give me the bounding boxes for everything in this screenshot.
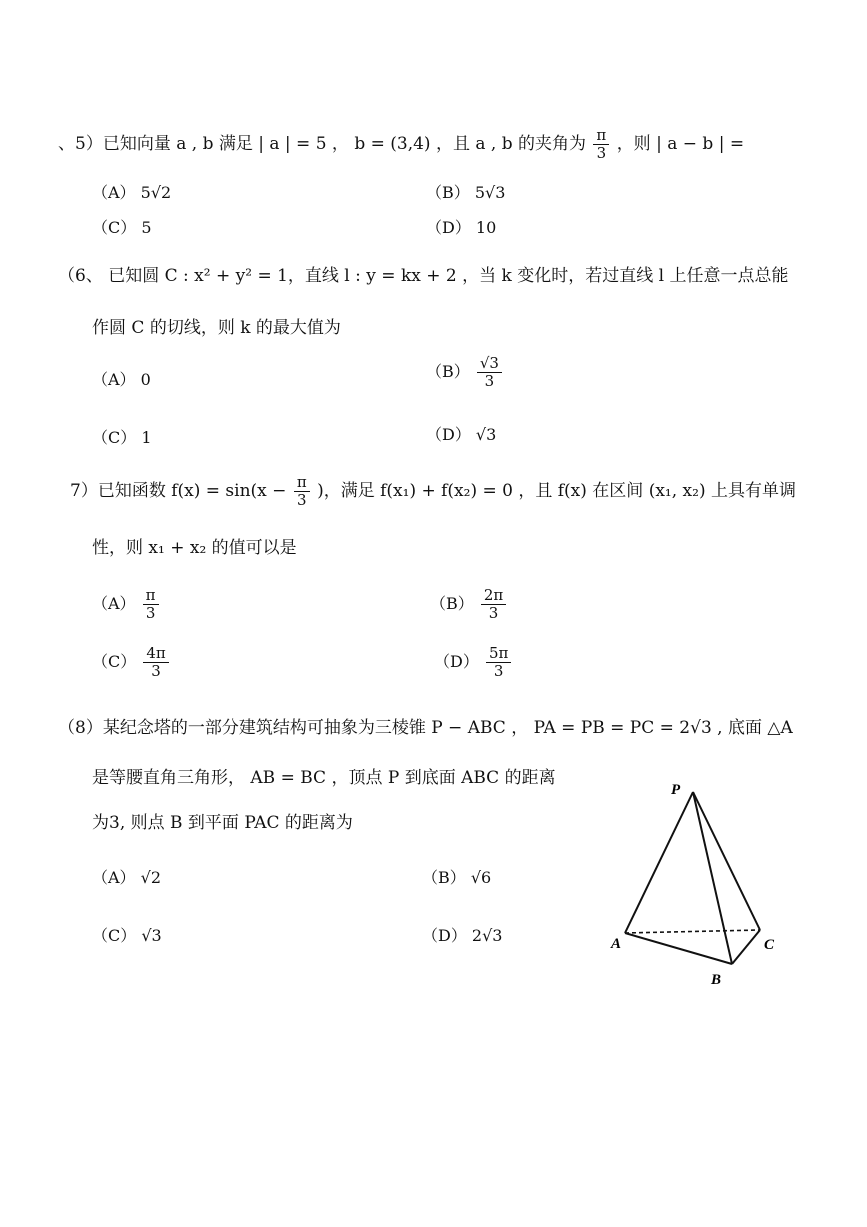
q7d-label: （D）: [434, 652, 479, 671]
q7-frac-num: π: [294, 475, 310, 492]
q6-option-c: （C） 1: [92, 428, 152, 447]
q5-option-b: （B） 5√3: [426, 183, 506, 202]
pyramid-figure: [605, 778, 805, 998]
question-7-stem-line2: 性，则 x₁ + x₂ 的值可以是: [92, 538, 297, 558]
q8-option-b: （B） √6: [422, 868, 492, 887]
q7-option-a: [92, 588, 161, 621]
question-8-stem-line3: 为3, 则点 B 到平面 PAC 的距离为: [92, 813, 353, 833]
q5-option-a: （A） 5√2: [92, 183, 172, 202]
q7c-fraction: [143, 646, 168, 679]
question-8-stem-line2: 是等腰直角三角形， AB = BC ，顶点 P 到底面 ABC 的距离: [92, 768, 556, 788]
vertex-label-a: A: [611, 936, 622, 952]
edge-ab: [625, 933, 732, 964]
q7-option-d: [434, 646, 513, 679]
q8-option-a: （A） √2: [92, 868, 162, 887]
q8-option-c: （C） √3: [92, 926, 162, 945]
edge-ac-hidden: [625, 930, 760, 933]
q5-option-d: （D） 10: [426, 218, 497, 237]
q6-option-b-fraction: [477, 356, 502, 389]
q7d-num: 5π: [486, 646, 511, 663]
q7-option-c: [92, 646, 171, 679]
q5-text-a: 、5）已知向量 a , b 满足 | a | = 5 ， b = (3,4) ，且 a , b 的夹角为: [58, 134, 587, 154]
q7b-den: 3: [488, 604, 499, 622]
q7b-fraction: [481, 588, 506, 621]
q7d-fraction: [486, 646, 511, 679]
question-6-stem-line1: （6、 已知圆 C : x² + y² = 1，直线 l : y = kx + 2 ，当 k 变化时，若过直线 l 上任意一点总能: [58, 266, 789, 286]
q6-option-a: （A） 0: [92, 370, 151, 389]
q7c-den: 3: [151, 662, 161, 680]
question-6-stem-line2: 作圆 C 的切线，则 k 的最大值为: [92, 318, 341, 338]
question-8-stem-line1: （8）某纪念塔的一部分建筑结构可抽象为三棱锥 P − ABC ， PA = PB = PC = 2√3 , 底面 △A: [58, 718, 793, 738]
q7a-num: π: [143, 588, 159, 605]
q7a-label: （A）: [92, 594, 136, 613]
q6-option-b-label: （B）: [426, 362, 470, 381]
q7-text-b: )，满足 f(x₁) + f(x₂) = 0 ，且 f(x) 在区间 (x₁, x₂) 上具有单调: [317, 481, 796, 501]
q7d-den: 3: [493, 662, 504, 680]
q7c-num: 4π: [143, 646, 168, 663]
vertex-label-p: P: [671, 782, 681, 798]
vertex-label-c: C: [764, 937, 775, 953]
q7-fraction: [294, 475, 310, 508]
q8-option-d: （D） 2√3: [422, 926, 503, 945]
q7-frac-den: 3: [296, 491, 307, 509]
edge-pc: [693, 792, 760, 930]
q7b-label: （B）: [430, 594, 474, 613]
vertex-label-b: B: [711, 972, 722, 988]
edge-pa: [625, 792, 693, 933]
question-7-stem-line1: [70, 475, 796, 508]
q5-text-b: ，则 | a − b | =: [616, 134, 745, 154]
q6b-frac-num: √3: [477, 356, 502, 373]
q5-option-c: （C） 5: [92, 218, 152, 237]
q5-frac-den: 3: [596, 144, 607, 162]
q7b-num: 2π: [481, 588, 506, 605]
q6b-frac-den: 3: [484, 372, 495, 390]
q7a-fraction: [143, 588, 159, 621]
q7c-label: （C）: [92, 652, 137, 671]
question-5-stem: [58, 128, 744, 161]
q6-option-b: [426, 356, 504, 389]
q6-option-d: （D） √3: [426, 425, 497, 444]
q7-option-b: [430, 588, 508, 621]
edge-bc: [732, 930, 760, 964]
edge-pb: [693, 792, 732, 964]
q5-fraction: [593, 128, 609, 161]
q7-text-a: 7）已知函数 f(x) = sin(x −: [70, 481, 287, 501]
q7a-den: 3: [145, 604, 156, 622]
q5-frac-num: π: [593, 128, 609, 145]
